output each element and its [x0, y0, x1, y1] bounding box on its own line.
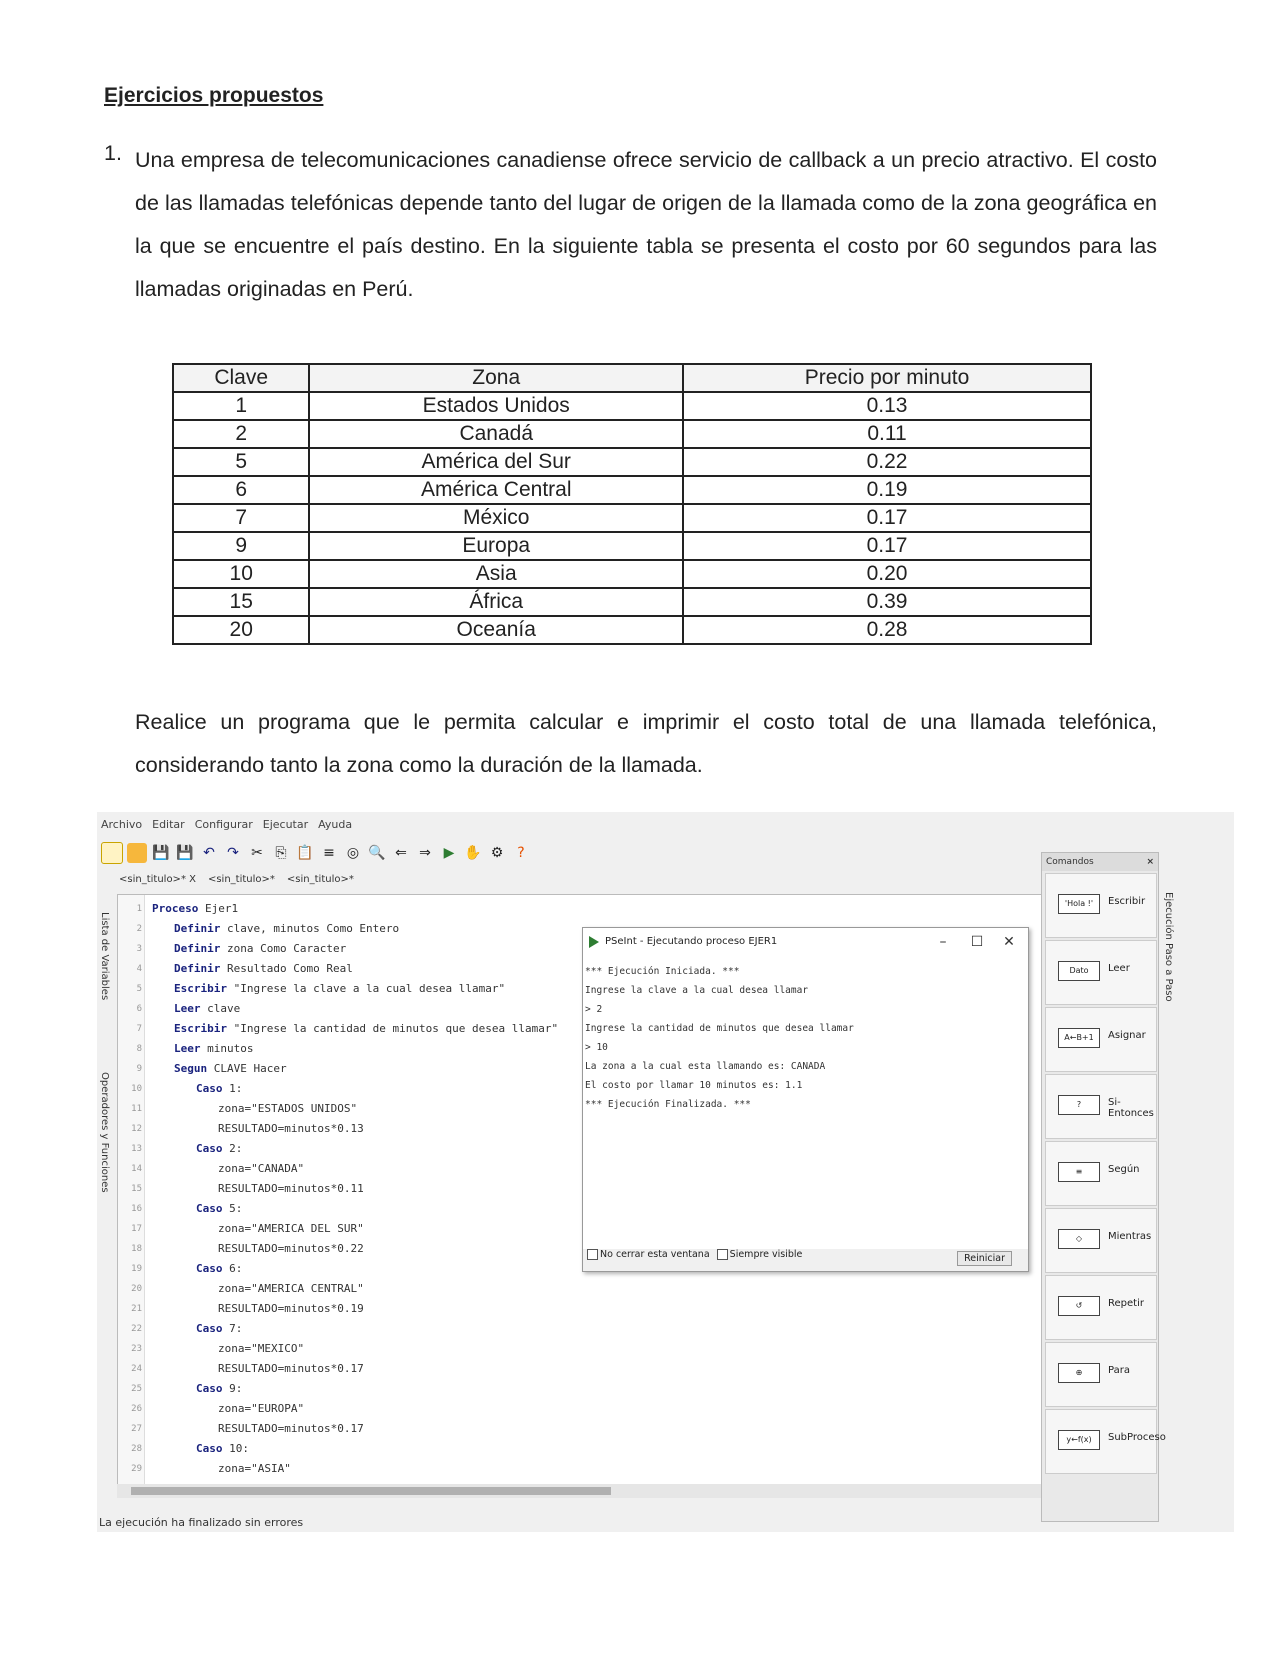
command-button[interactable]	[1045, 1208, 1157, 1273]
code-line	[136, 999, 558, 1019]
code-text: zona="ASIA"	[218, 1462, 291, 1475]
table-cell: 0.39	[683, 588, 1091, 616]
command-label: Mientras	[1108, 1231, 1152, 1242]
table-cell: 0.20	[683, 560, 1091, 588]
code-text: 1:	[222, 1082, 243, 1095]
code-text: RESULTADO=minutos*0.13	[218, 1122, 364, 1135]
table-cell: 0.19	[683, 476, 1091, 504]
menu-item[interactable]: Ejecutar	[262, 818, 309, 831]
table-cell: 7	[173, 504, 309, 532]
code-keyword: Leer	[174, 1042, 201, 1055]
table-row	[173, 616, 1091, 644]
console-line: *** Ejecución Iniciada. ***	[585, 966, 740, 977]
command-glyph-icon: ◇	[1058, 1229, 1100, 1249]
close-icon[interactable]: ✕	[1003, 934, 1015, 950]
table-cell: América Central	[309, 476, 683, 504]
restart-button[interactable]: Reiniciar	[957, 1251, 1012, 1266]
code-text: RESULTADO=minutos*0.11	[218, 1182, 364, 1195]
command-glyph-icon: ⊕	[1058, 1363, 1100, 1383]
table-cell: 0.28	[683, 616, 1091, 644]
table-cell: 0.17	[683, 504, 1091, 532]
find-next-icon[interactable]: ⇒	[419, 845, 431, 861]
code-text: 5:	[222, 1202, 243, 1215]
command-glyph-icon: ?	[1058, 1095, 1100, 1115]
line-number: 1	[136, 904, 142, 914]
command-label: Repetir	[1108, 1298, 1144, 1309]
commands-panel	[1041, 852, 1166, 1522]
table-row	[173, 476, 1091, 504]
code-text: "Ingrese la cantidad de minutos que desea llamar"	[226, 1022, 559, 1035]
code-text: 10:	[222, 1442, 249, 1455]
code-area[interactable]	[131, 899, 559, 1479]
code-line	[131, 1399, 558, 1419]
command-button[interactable]	[1045, 940, 1157, 1005]
line-number: 19	[131, 1264, 142, 1274]
code-line	[131, 1199, 558, 1219]
console-line: Ingrese la cantidad de minutos que desea llamar	[585, 1023, 854, 1034]
code-keyword: Definir	[174, 962, 221, 975]
line-number: 28	[131, 1444, 142, 1454]
command-label: Si-Entonces	[1108, 1097, 1154, 1119]
table-cell: 10	[173, 560, 309, 588]
variables-panel-tab[interactable]: Lista de Variables	[99, 912, 110, 1001]
menu-item[interactable]: Configurar	[194, 818, 253, 831]
command-button[interactable]	[1045, 1074, 1157, 1139]
left-side-panels	[97, 872, 115, 1472]
console-line: > 10	[585, 1042, 608, 1053]
line-number: 6	[136, 1004, 142, 1014]
line-number: 9	[136, 1064, 142, 1074]
table-row	[173, 420, 1091, 448]
table-cell: Europa	[309, 532, 683, 560]
table-cell: África	[309, 588, 683, 616]
line-number: 15	[131, 1184, 142, 1194]
exercise-number: 1.	[104, 141, 122, 165]
table-row	[173, 392, 1091, 420]
table-cell: 5	[173, 448, 309, 476]
line-number: 4	[136, 964, 142, 974]
command-button[interactable]	[1045, 1409, 1166, 1474]
code-line	[131, 1339, 558, 1359]
console-title-bar[interactable]	[583, 928, 1028, 956]
inspect-icon[interactable]: ◎	[346, 845, 360, 861]
code-text: Ejer1	[198, 902, 239, 915]
code-text: RESULTADO=minutos*0.22	[218, 1242, 364, 1255]
code-text: CLAVE Hacer	[207, 1062, 287, 1075]
line-number: 11	[131, 1104, 142, 1114]
code-keyword: Caso	[196, 1082, 223, 1095]
code-line	[136, 939, 558, 959]
code-keyword: Segun	[174, 1062, 208, 1075]
table-row	[173, 532, 1091, 560]
code-line	[131, 1219, 558, 1239]
command-glyph-icon: A←B+1	[1058, 1028, 1100, 1048]
code-keyword: Leer	[174, 1002, 201, 1015]
code-line	[131, 1259, 558, 1279]
code-line	[131, 1139, 558, 1159]
line-number: 16	[131, 1204, 142, 1214]
table-cell: 1	[173, 392, 309, 420]
line-number: 13	[131, 1144, 142, 1154]
paste-icon[interactable]: 📋	[296, 845, 314, 861]
line-number: 14	[131, 1164, 142, 1174]
code-text: zona="CANADA"	[218, 1162, 305, 1175]
table-cell: Estados Unidos	[309, 392, 683, 420]
code-text: zona="ESTADOS UNIDOS"	[218, 1102, 358, 1115]
step-icon[interactable]: ✋	[464, 845, 482, 861]
editor-tab[interactable]: <sin_titulo>*	[286, 874, 354, 885]
code-text: zona="AMERICA DEL SUR"	[218, 1222, 364, 1235]
code-keyword: Caso	[196, 1322, 223, 1335]
find-icon[interactable]: 🔍	[368, 845, 386, 861]
table-cell: Asia	[309, 560, 683, 588]
table-row	[173, 504, 1091, 532]
table-cell: Oceanía	[309, 616, 683, 644]
code-line	[136, 959, 558, 979]
table-row	[173, 560, 1091, 588]
command-glyph-icon: ≡	[1058, 1162, 1100, 1182]
right-side-panel	[1161, 852, 1177, 1152]
exercise-intro: Una empresa de telecomunicaciones canadiense ofrece servicio de callback a un precio atractivo. El costo de las llamadas telefónicas depende tanto del lugar de origen de la llamada como de la zona geográfica en la que se encuentre el país destino. En la siguiente tabla se presenta el costo por 60 segundos para las llamadas originadas en Perú.	[135, 148, 1157, 301]
commands-title: Comandos	[1046, 857, 1094, 867]
table-cell: 15	[173, 588, 309, 616]
code-keyword: Caso	[196, 1262, 223, 1275]
scrollbar-thumb[interactable]	[131, 1487, 611, 1495]
command-glyph-icon: ↺	[1058, 1296, 1100, 1316]
code-line	[136, 899, 558, 919]
line-number: 17	[131, 1224, 142, 1234]
code-text: zona="EUROPA"	[218, 1402, 305, 1415]
command-button[interactable]	[1045, 1141, 1157, 1206]
line-number: 23	[131, 1344, 142, 1354]
code-text: "Ingrese la clave a la cual desea llamar"	[226, 982, 506, 995]
table-cell: Canadá	[309, 420, 683, 448]
code-text: zona Como Caracter	[220, 942, 347, 955]
always-visible-label: Siempre visible	[729, 1249, 803, 1260]
code-line	[131, 1279, 558, 1299]
new-file-icon[interactable]	[101, 842, 123, 864]
editor-horizontal-scrollbar[interactable]	[117, 1484, 1057, 1498]
indent-icon[interactable]: ≡	[323, 845, 335, 861]
code-line	[131, 1459, 558, 1479]
code-line	[131, 1319, 558, 1339]
table-cell: 0.22	[683, 448, 1091, 476]
editor-tabs	[119, 874, 366, 885]
table-header-cell: Zona	[309, 364, 683, 392]
menu-bar	[101, 818, 362, 831]
code-line	[131, 1299, 558, 1319]
maximize-icon[interactable]: ☐	[970, 934, 984, 950]
command-glyph-icon: Dato	[1058, 961, 1100, 981]
table-cell: 6	[173, 476, 309, 504]
help-icon[interactable]: ?	[517, 845, 525, 861]
editor-tab[interactable]: <sin_titulo>* X	[119, 874, 196, 885]
menu-item[interactable]: Archivo	[101, 818, 143, 831]
flowchart-icon[interactable]: ⚙	[490, 845, 504, 861]
code-line	[131, 1439, 558, 1459]
code-text: RESULTADO=minutos*0.19	[218, 1302, 364, 1315]
code-text: clave, minutos Como Entero	[220, 922, 400, 935]
code-line	[131, 1239, 558, 1259]
code-keyword: Caso	[196, 1202, 223, 1215]
table-header-cell: Precio por minuto	[683, 364, 1091, 392]
line-number: 21	[131, 1304, 142, 1314]
save-as-icon[interactable]: 💾	[176, 845, 194, 861]
exercise-task: Realice un programa que le permita calcular e imprimir el costo total de una llamada telefónica, considerando tanto la zona como la duración de la llamada.	[135, 710, 1157, 777]
code-keyword: Proceso	[152, 902, 199, 915]
code-text: zona="AMERICA CENTRAL"	[218, 1282, 364, 1295]
code-line	[131, 1159, 558, 1179]
console-line: Ingrese la clave a la cual desea llamar	[585, 985, 809, 996]
no-close-label: No cerrar esta ventana	[600, 1249, 710, 1260]
code-text: Resultado Como Real	[220, 962, 353, 975]
table-cell: México	[309, 504, 683, 532]
code-line	[131, 1119, 558, 1139]
table-cell: 0.17	[683, 532, 1091, 560]
undo-icon[interactable]: ↶	[203, 845, 215, 861]
table-cell: 20	[173, 616, 309, 644]
line-number: 2	[136, 924, 142, 934]
execution-console-window[interactable]	[582, 927, 1029, 1272]
code-line	[136, 919, 558, 939]
table-cell: América del Sur	[309, 448, 683, 476]
line-number: 8	[136, 1044, 142, 1054]
minimize-icon[interactable]: –	[939, 934, 947, 950]
code-line	[131, 1379, 558, 1399]
line-number: 27	[131, 1424, 142, 1434]
table-row	[173, 448, 1091, 476]
command-label: Leer	[1108, 963, 1130, 974]
code-text: RESULTADO=minutos*0.17	[218, 1362, 364, 1375]
always-visible-checkbox[interactable]	[717, 1249, 728, 1260]
section-heading: Ejercicios propuestos	[104, 84, 324, 107]
code-text: clave	[200, 1002, 241, 1015]
code-line	[136, 1059, 558, 1079]
table-cell: 2	[173, 420, 309, 448]
console-title: PSeInt - Ejecutando proceso EJER1	[605, 936, 778, 947]
code-keyword: Caso	[196, 1382, 223, 1395]
command-label: Escribir	[1108, 896, 1146, 907]
command-glyph-icon: y←f(x)	[1058, 1430, 1100, 1450]
close-icon[interactable]: ×	[1146, 857, 1154, 867]
rates-table	[172, 363, 1092, 645]
code-text: minutos	[200, 1042, 254, 1055]
code-line	[131, 1079, 558, 1099]
line-number: 20	[131, 1284, 142, 1294]
no-close-checkbox[interactable]	[587, 1249, 598, 1260]
line-number: 25	[131, 1384, 142, 1394]
command-glyph-icon: 'Hola !'	[1058, 894, 1100, 914]
line-number: 18	[131, 1244, 142, 1254]
run-icon[interactable]: ▶	[443, 845, 455, 861]
line-number: 24	[131, 1364, 142, 1374]
code-text: RESULTADO=minutos*0.17	[218, 1422, 364, 1435]
command-label: Según	[1108, 1164, 1140, 1175]
menu-item[interactable]: Editar	[152, 818, 185, 831]
find-prev-icon[interactable]: ⇐	[395, 845, 407, 861]
code-keyword: Caso	[196, 1442, 223, 1455]
line-number: 29	[131, 1464, 142, 1474]
redo-icon[interactable]: ↷	[227, 845, 239, 861]
command-button[interactable]	[1045, 873, 1157, 938]
command-label: Para	[1108, 1365, 1130, 1376]
code-text: 2:	[222, 1142, 243, 1155]
table-cell: 0.13	[683, 392, 1091, 420]
open-folder-icon[interactable]	[127, 843, 147, 863]
code-line	[136, 979, 558, 999]
console-line: *** Ejecución Finalizada. ***	[585, 1099, 751, 1110]
code-line	[136, 1039, 558, 1059]
code-text: 7:	[222, 1322, 243, 1335]
line-number: 7	[136, 1024, 142, 1034]
editor-tab[interactable]: <sin_titulo>*	[207, 874, 275, 885]
console-output	[585, 962, 854, 1114]
operators-panel-tab[interactable]: Operadores y Funciones	[99, 1072, 110, 1193]
pseint-play-icon	[589, 936, 599, 948]
code-keyword: Definir	[174, 922, 221, 935]
code-line	[131, 1099, 558, 1119]
line-number: 5	[136, 984, 142, 994]
commands-panel-header	[1042, 853, 1158, 871]
copy-icon[interactable]: ⎘	[275, 845, 287, 861]
table-cell: 0.11	[683, 420, 1091, 448]
command-button[interactable]	[1045, 1007, 1157, 1072]
console-line: El costo por llamar 10 minutos es: 1.1	[585, 1080, 803, 1091]
command-button[interactable]	[1045, 1275, 1157, 1340]
console-line: > 2	[585, 1004, 603, 1015]
table-row	[173, 588, 1091, 616]
step-execution-panel-tab[interactable]: Ejecución Paso a Paso	[1163, 892, 1174, 1002]
table-header-cell: Clave	[173, 364, 309, 392]
command-label: SubProceso	[1108, 1432, 1166, 1443]
code-text: zona="MEXICO"	[218, 1342, 305, 1355]
code-line	[131, 1359, 558, 1379]
code-text: 9:	[222, 1382, 243, 1395]
menu-item[interactable]: Ayuda	[318, 818, 353, 831]
code-line	[136, 1019, 559, 1039]
line-number: 10	[131, 1084, 142, 1094]
pseint-screenshot	[97, 812, 1234, 1532]
code-line	[131, 1419, 558, 1439]
status-bar: La ejecución ha finalizado sin errores	[99, 1516, 304, 1529]
line-number: 26	[131, 1404, 142, 1414]
code-keyword: Escribir	[174, 982, 227, 995]
code-keyword: Definir	[174, 942, 221, 955]
command-button[interactable]	[1045, 1342, 1157, 1407]
line-number: 3	[136, 944, 142, 954]
line-number: 22	[131, 1324, 142, 1334]
table-cell: 9	[173, 532, 309, 560]
cut-icon[interactable]: ✂	[251, 845, 263, 861]
command-label: Asignar	[1108, 1030, 1146, 1041]
line-number: 12	[131, 1124, 142, 1134]
code-keyword: Escribir	[174, 1022, 227, 1035]
code-text: 6:	[222, 1262, 243, 1275]
code-keyword: Caso	[196, 1142, 223, 1155]
code-line	[131, 1179, 558, 1199]
console-footer	[583, 1249, 1028, 1271]
console-line: La zona a la cual esta llamando es: CANADA	[585, 1061, 826, 1072]
save-icon[interactable]: 💾	[152, 845, 170, 861]
toolbar	[101, 840, 531, 866]
